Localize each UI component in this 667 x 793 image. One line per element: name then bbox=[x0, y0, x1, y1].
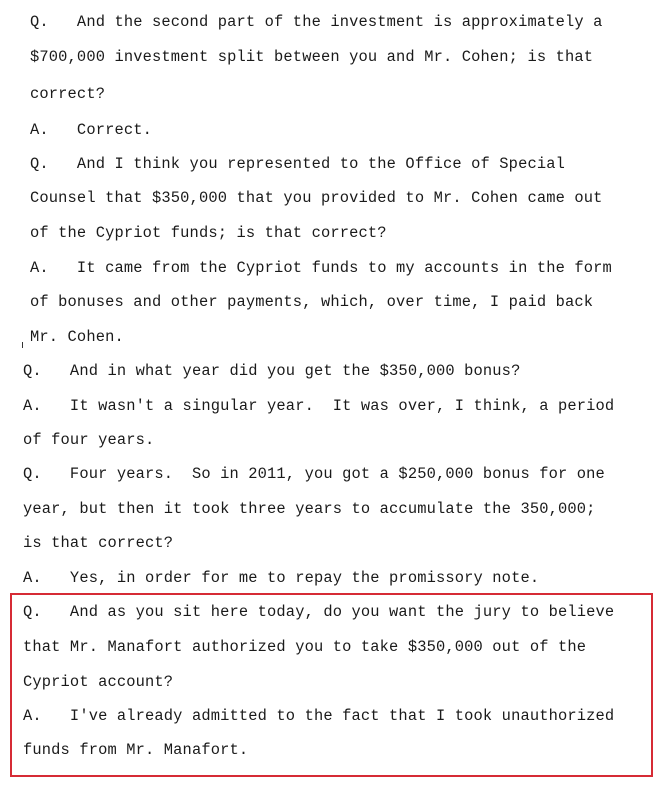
transcript-line: of the Cypriot funds; is that correct? bbox=[30, 224, 387, 242]
margin-mark bbox=[22, 342, 23, 348]
transcript-line: that Mr. Manafort authorized you to take $350,000 out of the bbox=[23, 638, 587, 656]
transcript-line: Mr. Cohen. bbox=[30, 328, 124, 346]
transcript-line: Counsel that $350,000 that you provided to Mr. Cohen came out bbox=[30, 189, 603, 207]
transcript-line: Cypriot account? bbox=[23, 673, 174, 691]
transcript-line: A. I've already admitted to the fact that I took unauthorized bbox=[23, 707, 615, 725]
transcript-line: of bonuses and other payments, which, over time, I paid back bbox=[30, 293, 594, 311]
transcript-line: funds from Mr. Manafort. bbox=[23, 741, 249, 759]
transcript-line: A. It wasn't a singular year. It was over, I think, a period bbox=[23, 397, 615, 415]
transcript-line: Q. And as you sit here today, do you want the jury to believe bbox=[23, 603, 615, 621]
transcript-line: Q. And the second part of the investment is approximately a bbox=[30, 13, 603, 31]
transcript-line: year, but then it took three years to accumulate the 350,000; bbox=[23, 500, 596, 518]
transcript-line: A. Correct. bbox=[30, 121, 153, 139]
transcript-line: of four years. bbox=[23, 431, 155, 449]
transcript-line: is that correct? bbox=[23, 534, 174, 552]
transcript-line: correct? bbox=[30, 85, 106, 103]
transcript-line: Q. And I think you represented to the Office of Special bbox=[30, 155, 565, 173]
transcript-line: A. It came from the Cypriot funds to my accounts in the form bbox=[30, 259, 612, 277]
transcript-line: $700,000 investment split between you and Mr. Cohen; is that bbox=[30, 48, 594, 66]
transcript-line: A. Yes, in order for me to repay the promissory note. bbox=[23, 569, 540, 587]
transcript-line: Q. Four years. So in 2011, you got a $250,000 bonus for one bbox=[23, 465, 605, 483]
transcript-line: Q. And in what year did you get the $350,000 bonus? bbox=[23, 362, 521, 380]
